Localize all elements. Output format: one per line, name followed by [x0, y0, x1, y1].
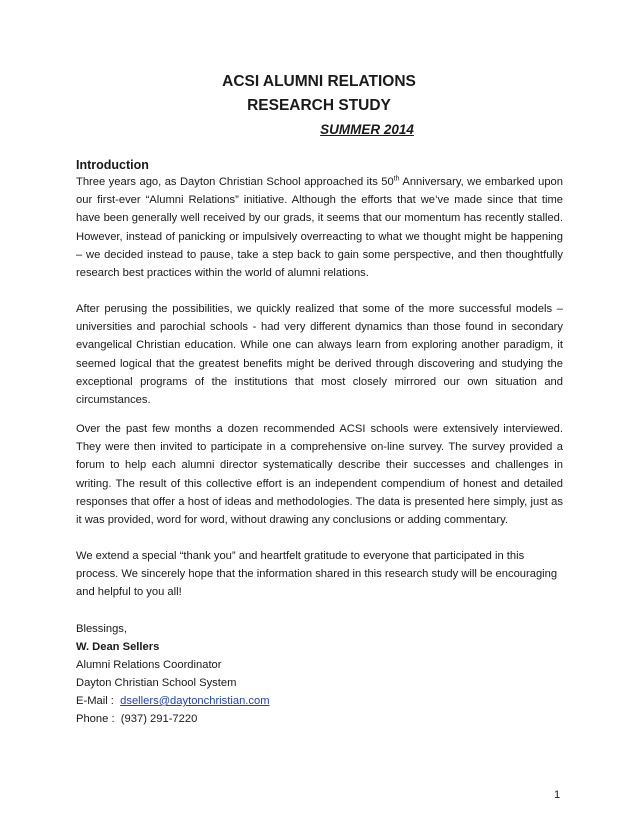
paragraph-2: After perusing the possibilities, we quickly realized that some of the more successful models – universities and parochial schools - had very different dynamics than those found in secondary evangelical Christian education. While one can always learn from exploring another paradigm, it seemed logical that the greatest benefits might be derived through discovering and studying the exceptional programs of the institutions that most closely mirrored our own situation and circumstances. — [76, 303, 563, 407]
phone-number: (937) 291-7220 — [120, 713, 198, 725]
subtitle-date: SUMMER 2014 — [320, 122, 414, 137]
paragraph-4: We extend a special “thank you” and heartfelt gratitude to everyone that participated in this process. We sincerely hope that the information shared in this research study will be encouraging and helpful to you all! — [76, 550, 558, 599]
title-line-1: ACSI ALUMNI RELATIONS — [222, 73, 416, 90]
paragraph-3: Over the past few months a dozen recommended ACSI schools were extensively interviewed. They were then invited to participate in a comprehensive on-line survey. The survey provided a forum to help each alumni director systematically describe their successes and challenges in writing. The result of this collective effort is an independent compendium of honest and detailed responses that offer a host of ideas and methodologies. The data is presented here simply, just as it was provided, word for word, without drawing any conclusions or adding commentary. — [76, 423, 563, 527]
email-label: E-Mail : — [76, 695, 121, 707]
paragraph-1 — [76, 173, 563, 282]
signature-closing: Blessings, — [76, 623, 127, 635]
signature-email-line — [76, 692, 270, 710]
email-link[interactable]: dsellers@daytonchristian.com — [120, 695, 270, 707]
ordinal-superscript: th — [393, 175, 400, 183]
signature-name: W. Dean Sellers — [76, 641, 160, 653]
phone-label: Phone : — [76, 713, 121, 725]
section-heading-introduction: Introduction — [76, 158, 149, 172]
paragraph-1-text-b: Anniversary, we embarked upon our first-ever “Alumni Relations” initiative. Although the efforts that we’ve made since that time have been generally well received by our grads, it seems that our momentum has recently stalled. However, instead of panicking or impulsively overreacting to what we thought might be happening – we decided instead to pause, take a step back to gain some perspective, and then thoughtfully research best practices within the world of alumni relations. — [76, 176, 563, 280]
paragraph-1-text-a: Three years ago, as Dayton Christian School approached its 50 — [76, 176, 394, 188]
signature-organization: Dayton Christian School System — [76, 677, 237, 689]
signature-role: Alumni Relations Coordinator — [76, 659, 222, 671]
title-line-2: RESEARCH STUDY — [247, 97, 391, 114]
signature-phone-line — [76, 710, 197, 728]
page-number: 1 — [554, 789, 561, 801]
